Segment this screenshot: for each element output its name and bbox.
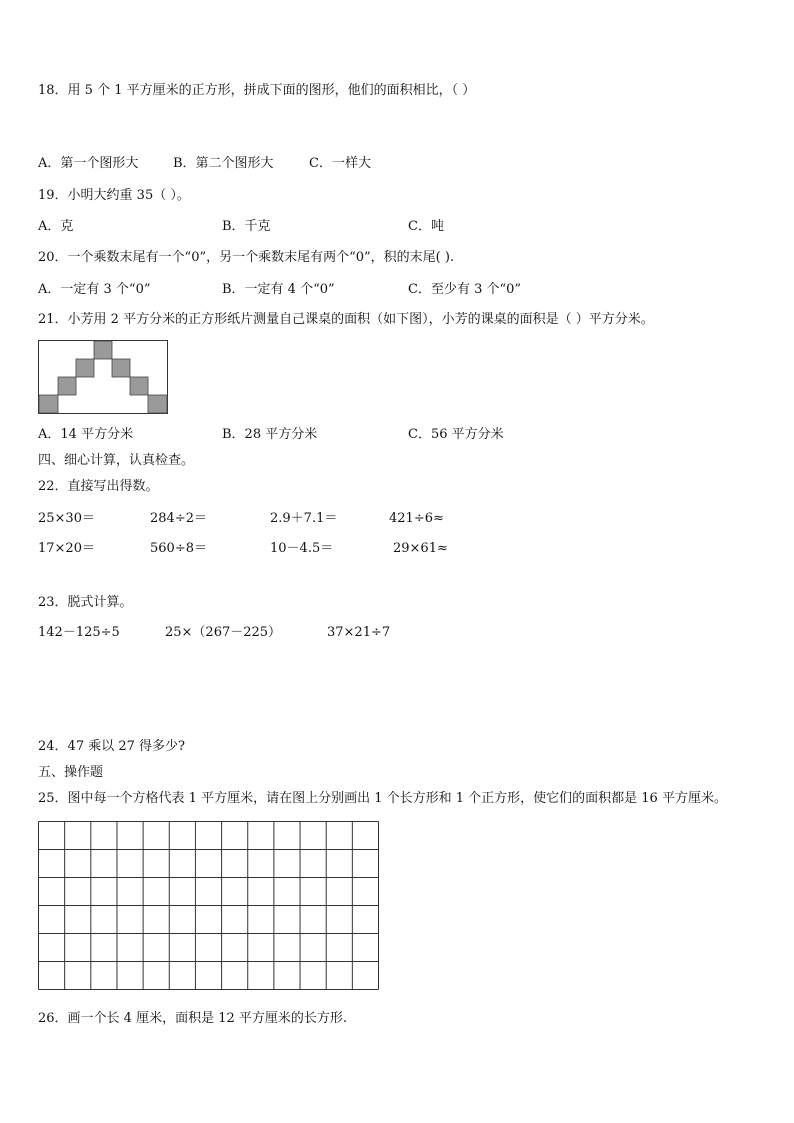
expression-item: 142－125÷5: [38, 625, 120, 640]
question-21-option-a[interactable]: A．14 平方分米: [38, 427, 134, 442]
question-19-option-b[interactable]: B．千克: [222, 219, 271, 234]
question-18-stem: 18．用 5 个 1 平方厘米的正方形，拼成下面的图形，他们的面积相比，（ ）: [38, 83, 476, 98]
calc-item: 10－4.5＝: [270, 541, 334, 556]
question-18-option-b[interactable]: B．第二个图形大: [173, 156, 274, 171]
question-24-stem: 24．47 乘以 27 得多少?: [38, 739, 185, 754]
expression-item: 25×（267－225）: [165, 625, 282, 640]
tile-1: [94, 341, 112, 359]
calc-item: 560÷8＝: [150, 541, 207, 556]
calc-item: 284÷2＝: [150, 511, 207, 526]
tile-7: [148, 395, 167, 413]
tile-6: [39, 395, 58, 413]
tile-3: [112, 359, 130, 377]
question-23-stem: 23．脱式计算。: [38, 595, 133, 610]
tile-5: [130, 377, 148, 395]
desk-tile-figure: [38, 340, 169, 415]
calc-item: 17×20＝: [38, 541, 95, 556]
tile-2: [76, 359, 94, 377]
question-19-stem: 19．小明大约重 35（ ）。: [38, 188, 190, 203]
calc-item: 29×61≈: [393, 541, 448, 556]
question-20-option-c[interactable]: C．至少有 3 个“0”: [408, 282, 522, 297]
question-18-option-a[interactable]: A．第一个图形大: [38, 156, 139, 171]
question-21-option-b[interactable]: B．28 平方分米: [222, 427, 318, 442]
calc-item: 421÷6≈: [389, 511, 444, 526]
calc-item: 25×30＝: [38, 511, 95, 526]
question-21-option-c[interactable]: C．56 平方分米: [408, 427, 504, 442]
question-26-stem: 26．画一个长 4 厘米，面积是 12 平方厘米的长方形.: [38, 1011, 348, 1026]
question-22-stem: 22．直接写出得数。: [38, 479, 159, 494]
calc-item: 2.9＋7.1＝: [270, 511, 338, 526]
question-25-stem: 25．图中每一个方格代表 1 平方厘米，请在图上分别画出 1 个长方形和 1 个正方形，使它们的面积都是 16 平方厘米。: [38, 791, 727, 806]
section-5-title: 五、操作题: [38, 765, 104, 780]
section-4-title: 四、细心计算，认真检查。: [38, 453, 195, 468]
question-20-option-b[interactable]: B．一定有 4 个“0”: [222, 282, 335, 297]
question-20-stem: 20．一个乘数末尾有一个“0”，另一个乘数末尾有两个“0”，积的末尾( ).: [38, 250, 455, 265]
square-grid[interactable]: [38, 821, 382, 993]
question-20-option-a[interactable]: A．一定有 3 个“0”: [38, 282, 151, 297]
tile-4: [58, 377, 76, 395]
question-21-stem: 21．小芳用 2 平方分米的正方形纸片测量自己课桌的面积（如下图），小芳的课桌的面积是（ ）平方分米。: [38, 312, 654, 327]
question-19-option-c[interactable]: C．吨: [408, 219, 444, 234]
question-18-option-c[interactable]: C．一样大: [309, 156, 371, 171]
question-19-option-a[interactable]: A．克: [38, 219, 74, 234]
expression-item: 37×21÷7: [327, 625, 391, 640]
